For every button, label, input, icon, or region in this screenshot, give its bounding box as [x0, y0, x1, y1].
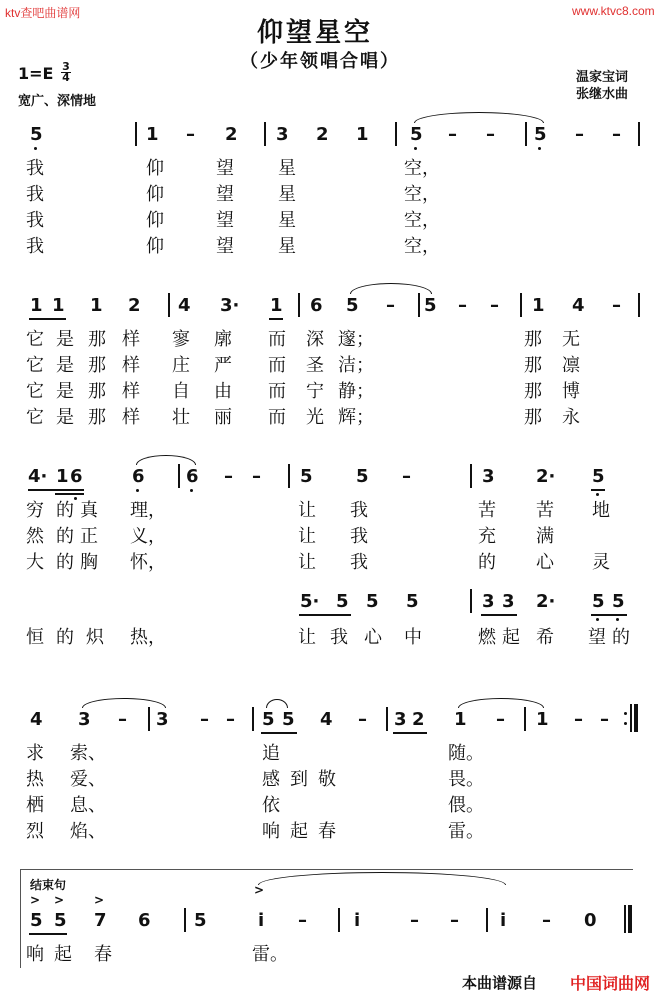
lyric: 热，: [130, 627, 166, 648]
lyric: 我: [350, 552, 368, 573]
note: 5: [592, 591, 605, 612]
lyric: 起: [290, 821, 308, 842]
low-octave-dot: [596, 618, 599, 621]
lyric: 无: [562, 329, 580, 350]
note: 5: [346, 295, 359, 316]
lyric: 仰: [146, 210, 164, 231]
footer-source: 本曲谱源自: [462, 974, 538, 992]
lyric: 的: [56, 500, 74, 521]
low-octave-dot: [414, 147, 417, 150]
barline: [168, 293, 170, 317]
lyric: 样: [122, 355, 140, 376]
note: 5·: [300, 591, 320, 612]
lyric: 苦: [536, 500, 554, 521]
lyric: 它: [26, 329, 44, 350]
underline: [29, 318, 66, 320]
note: 1: [532, 295, 545, 316]
lyric: 栖: [26, 795, 44, 816]
lyric: 怀，: [130, 552, 166, 573]
note: 6: [132, 466, 145, 487]
barline: [638, 293, 640, 317]
lyric: 恒: [26, 627, 44, 648]
final-barline-thick: [628, 905, 632, 933]
lyric: 那: [88, 407, 106, 428]
time-bottom: 4: [62, 71, 70, 84]
dash: –: [226, 709, 235, 730]
lyric: 星: [278, 210, 296, 231]
underline: [28, 489, 84, 491]
note: 1: [30, 295, 43, 316]
expression-mark: 宽广、深情地: [18, 94, 97, 109]
barline: [395, 122, 397, 146]
barline: [525, 122, 527, 146]
lyric: 追: [262, 743, 280, 764]
lyric: 雷。: [252, 944, 288, 965]
lyric: 理，: [130, 500, 166, 521]
lyric: 由: [214, 381, 232, 402]
note: 6: [310, 295, 323, 316]
dash: –: [186, 124, 195, 145]
lyric: 博: [562, 381, 580, 402]
note: 4: [178, 295, 191, 316]
dash: –: [496, 709, 505, 730]
lyric: 地: [592, 500, 610, 521]
lyric: 我: [26, 210, 44, 231]
lyric: 随。: [448, 743, 484, 764]
note: 4: [30, 709, 43, 730]
lyric: 庄: [172, 355, 190, 376]
lyric: 而: [268, 407, 286, 428]
barline: [638, 122, 640, 146]
lyric: 我: [350, 526, 368, 547]
dash: –: [612, 124, 621, 145]
lyric: 然: [26, 526, 44, 547]
lyric: 满: [536, 526, 554, 547]
lyric: 到: [290, 769, 308, 790]
low-octave-dot: [538, 147, 541, 150]
lyric: 那: [524, 407, 542, 428]
lyric: 起: [54, 944, 72, 965]
note: 5: [54, 910, 67, 931]
lyric: 燃: [478, 627, 496, 648]
note: 3: [156, 709, 169, 730]
lyric: 心: [364, 627, 382, 648]
final-barline: [624, 905, 626, 933]
lyric: 而: [268, 355, 286, 376]
note: 5: [300, 466, 313, 487]
lyric: 丽: [214, 407, 232, 428]
lyric: 的: [56, 627, 74, 648]
lyric: 灵: [592, 552, 610, 573]
lyric: 它: [26, 355, 44, 376]
lyric: 光: [306, 407, 324, 428]
barline: [184, 908, 186, 932]
lyric: 它: [26, 381, 44, 402]
barline: [178, 464, 180, 488]
footer-site-link[interactable]: 中国词曲网: [570, 974, 651, 993]
lyric: 是: [56, 407, 74, 428]
lyric: 望: [216, 184, 234, 205]
tie: [136, 455, 196, 465]
note: i: [500, 910, 507, 931]
note: 5: [410, 124, 423, 145]
lyric: 息、: [70, 795, 106, 816]
lyric: 炽: [86, 627, 104, 648]
slur: [266, 699, 288, 708]
note: i: [354, 910, 361, 931]
note: 6: [186, 466, 199, 487]
lyric: 大: [26, 552, 44, 573]
lyric: 空，: [404, 210, 440, 231]
composer-credit: 张继水曲: [576, 87, 629, 102]
lyric: 的: [612, 627, 630, 648]
note: 3: [276, 124, 289, 145]
note: 4: [572, 295, 585, 316]
lyric: 义，: [130, 526, 166, 547]
note: 2: [412, 709, 425, 730]
note: 6: [70, 466, 83, 487]
lyric: 仰: [146, 236, 164, 257]
lyric: 那: [524, 329, 542, 350]
dash: –: [542, 910, 551, 931]
lyric: 雷。: [448, 821, 484, 842]
lyric: 星: [278, 158, 296, 179]
note: 5: [30, 124, 43, 145]
dash: –: [574, 709, 583, 730]
time-signature: [61, 62, 71, 83]
note: 7: [94, 910, 107, 931]
underline: [299, 614, 351, 616]
note: 1: [90, 295, 103, 316]
accent-mark: >: [94, 893, 105, 907]
note: 4·: [28, 466, 48, 487]
lyric: 中: [404, 627, 422, 648]
tie: [414, 112, 544, 123]
note: 2: [316, 124, 329, 145]
lyric: 胸: [80, 552, 98, 573]
underline: [481, 614, 517, 616]
lyric: 那: [524, 381, 542, 402]
dash: –: [458, 295, 467, 316]
lyric: 敬: [318, 769, 336, 790]
note: 0: [584, 910, 597, 931]
lyric: 我: [350, 500, 368, 521]
lyric: 是: [56, 381, 74, 402]
lyric: 严: [214, 355, 232, 376]
lyric: 让: [298, 526, 316, 547]
lyric: 望: [216, 236, 234, 257]
note: 5: [262, 709, 275, 730]
lyric: 的: [56, 552, 74, 573]
key-signature: 1=E: [18, 64, 54, 83]
lyric: 空，: [404, 184, 440, 205]
barline: [524, 707, 526, 731]
dash: –: [612, 295, 621, 316]
note: 5: [424, 295, 437, 316]
note: 2·: [536, 591, 556, 612]
lyric: 那: [88, 355, 106, 376]
underline: [55, 493, 84, 495]
dash: –: [200, 709, 209, 730]
lyric: 索、: [70, 743, 106, 764]
repeat-barline: [630, 704, 632, 732]
lyric: 希: [536, 627, 554, 648]
dash: –: [252, 466, 261, 487]
barline: [135, 122, 137, 146]
lyric: 春: [94, 944, 112, 965]
barline: [486, 908, 488, 932]
note: 5: [612, 591, 625, 612]
lyric: 依: [262, 795, 280, 816]
dash: –: [486, 124, 495, 145]
watermark-right: www.ktvc8.com: [572, 4, 655, 18]
barline: [386, 707, 388, 731]
note: 6: [138, 910, 151, 931]
lyric: 春: [318, 821, 336, 842]
note: 5: [194, 910, 207, 931]
barline: [470, 589, 472, 613]
tie: [82, 698, 166, 708]
lyric: 正: [80, 526, 98, 547]
lyric: 让: [298, 500, 316, 521]
lyric: 焰、: [70, 821, 106, 842]
barline: [470, 464, 472, 488]
low-octave-dot: [616, 618, 619, 621]
note: 1: [454, 709, 467, 730]
lyric: 起: [502, 627, 520, 648]
repeat-barline-thick: [634, 704, 638, 732]
dash: –: [298, 910, 307, 931]
dash: –: [402, 466, 411, 487]
note: 1: [52, 295, 65, 316]
lyric: 空，: [404, 158, 440, 179]
lyric: 苦: [478, 500, 496, 521]
lyric: 样: [122, 381, 140, 402]
lyric: 圣: [306, 355, 324, 376]
accent-mark: >: [254, 883, 265, 897]
lyric: 真: [80, 500, 98, 521]
song-subtitle: （少年领唱合唱）: [240, 51, 400, 72]
lyricist-credit: 温家宝词: [576, 70, 629, 85]
lyric: 望: [588, 627, 606, 648]
barline: [288, 464, 290, 488]
note: 1: [146, 124, 159, 145]
lyric: 样: [122, 407, 140, 428]
lyric: 仰: [146, 184, 164, 205]
barline: [520, 293, 522, 317]
note: i: [258, 910, 265, 931]
underline: [591, 614, 627, 616]
low-octave-dot: [190, 489, 193, 492]
accent-mark: >: [30, 893, 41, 907]
underline: [393, 732, 427, 734]
lyric: 那: [88, 381, 106, 402]
accent-mark: >: [54, 893, 65, 907]
lyric: 那: [88, 329, 106, 350]
lyric: 邃；: [338, 329, 374, 350]
note: 3: [482, 466, 495, 487]
lyric: 深: [306, 329, 324, 350]
lyric: 自: [172, 381, 190, 402]
low-octave-dot: [34, 147, 37, 150]
lyric: 热: [26, 769, 44, 790]
lyric: 烈: [26, 821, 44, 842]
tie: [458, 698, 544, 708]
note: 5: [592, 466, 605, 487]
dash: –: [358, 709, 367, 730]
low-octave-dot: [74, 497, 77, 500]
lyric: 让: [298, 627, 316, 648]
lyric: 我: [26, 184, 44, 205]
lyric: 廓: [214, 329, 232, 350]
dash: –: [450, 910, 459, 931]
note: 5: [282, 709, 295, 730]
lyric: 让: [298, 552, 316, 573]
note: 3: [502, 591, 515, 612]
note: 5: [366, 591, 379, 612]
barline: [252, 707, 254, 731]
lyric: 洁；: [338, 355, 374, 376]
dash: –: [410, 910, 419, 931]
lyric: 偎。: [448, 795, 484, 816]
barline: [418, 293, 420, 317]
dash: –: [224, 466, 233, 487]
lyric: 响: [262, 821, 280, 842]
time-top: 3: [62, 60, 70, 73]
note: 1: [56, 466, 69, 487]
lyric: 样: [122, 329, 140, 350]
underline: [591, 489, 605, 491]
dash: –: [600, 709, 609, 730]
repeat-dot: [624, 712, 627, 715]
tie: [350, 283, 432, 294]
lyric: 它: [26, 407, 44, 428]
lyric: 是: [56, 329, 74, 350]
dash: –: [448, 124, 457, 145]
note: 1: [536, 709, 549, 730]
lyric: 宁: [306, 381, 324, 402]
barline: [264, 122, 266, 146]
note: 3: [78, 709, 91, 730]
ending-label: 结束句: [30, 878, 67, 892]
underline: [261, 732, 297, 734]
barline: [148, 707, 150, 731]
lyric: 凛: [562, 355, 580, 376]
lyric: 永: [562, 407, 580, 428]
lyric: 望: [216, 210, 234, 231]
lyric: 我: [26, 158, 44, 179]
lyric: 是: [56, 355, 74, 376]
lyric: 星: [278, 236, 296, 257]
lyric: 辉；: [338, 407, 374, 428]
lyric: 空，: [404, 236, 440, 257]
lyric: 而: [268, 381, 286, 402]
repeat-dot: [624, 722, 627, 725]
note: 3: [394, 709, 407, 730]
lyric: 星: [278, 184, 296, 205]
note: 2: [128, 295, 141, 316]
lyric: 心: [536, 552, 554, 573]
lyric: 感: [262, 769, 280, 790]
note: 2·: [536, 466, 556, 487]
note: 3: [482, 591, 495, 612]
dash: –: [386, 295, 395, 316]
note: 5: [406, 591, 419, 612]
underline: [29, 933, 67, 935]
dash: –: [575, 124, 584, 145]
low-octave-dot: [136, 489, 139, 492]
lyric: 的: [56, 526, 74, 547]
note: 4: [320, 709, 333, 730]
lyric: 寥: [172, 329, 190, 350]
note: 3·: [220, 295, 240, 316]
lyric: 那: [524, 355, 542, 376]
lyric: 穷: [26, 500, 44, 521]
song-title: 仰望星空: [257, 18, 374, 48]
dash: –: [490, 295, 499, 316]
lyric: 求: [26, 743, 44, 764]
lyric: 的: [478, 552, 496, 573]
note: 5: [534, 124, 547, 145]
note: 1: [356, 124, 369, 145]
lyric: 望: [216, 158, 234, 179]
note: 1: [270, 295, 283, 316]
note: 5: [30, 910, 43, 931]
lyric: 而: [268, 329, 286, 350]
note: 5: [336, 591, 349, 612]
lyric: 充: [478, 526, 496, 547]
lyric: 静；: [338, 381, 374, 402]
lyric: 响: [26, 944, 44, 965]
barline: [298, 293, 300, 317]
lyric: 我: [26, 236, 44, 257]
watermark-left: ktv查吧曲谱网: [5, 6, 81, 20]
barline: [338, 908, 340, 932]
lyric: 爱、: [70, 769, 106, 790]
note: 2: [225, 124, 238, 145]
note: 5: [356, 466, 369, 487]
lyric: 仰: [146, 158, 164, 179]
lyric: 畏。: [448, 769, 484, 790]
lyric: 我: [330, 627, 348, 648]
dash: –: [118, 709, 127, 730]
underline: [269, 318, 283, 320]
lyric: 壮: [172, 407, 190, 428]
